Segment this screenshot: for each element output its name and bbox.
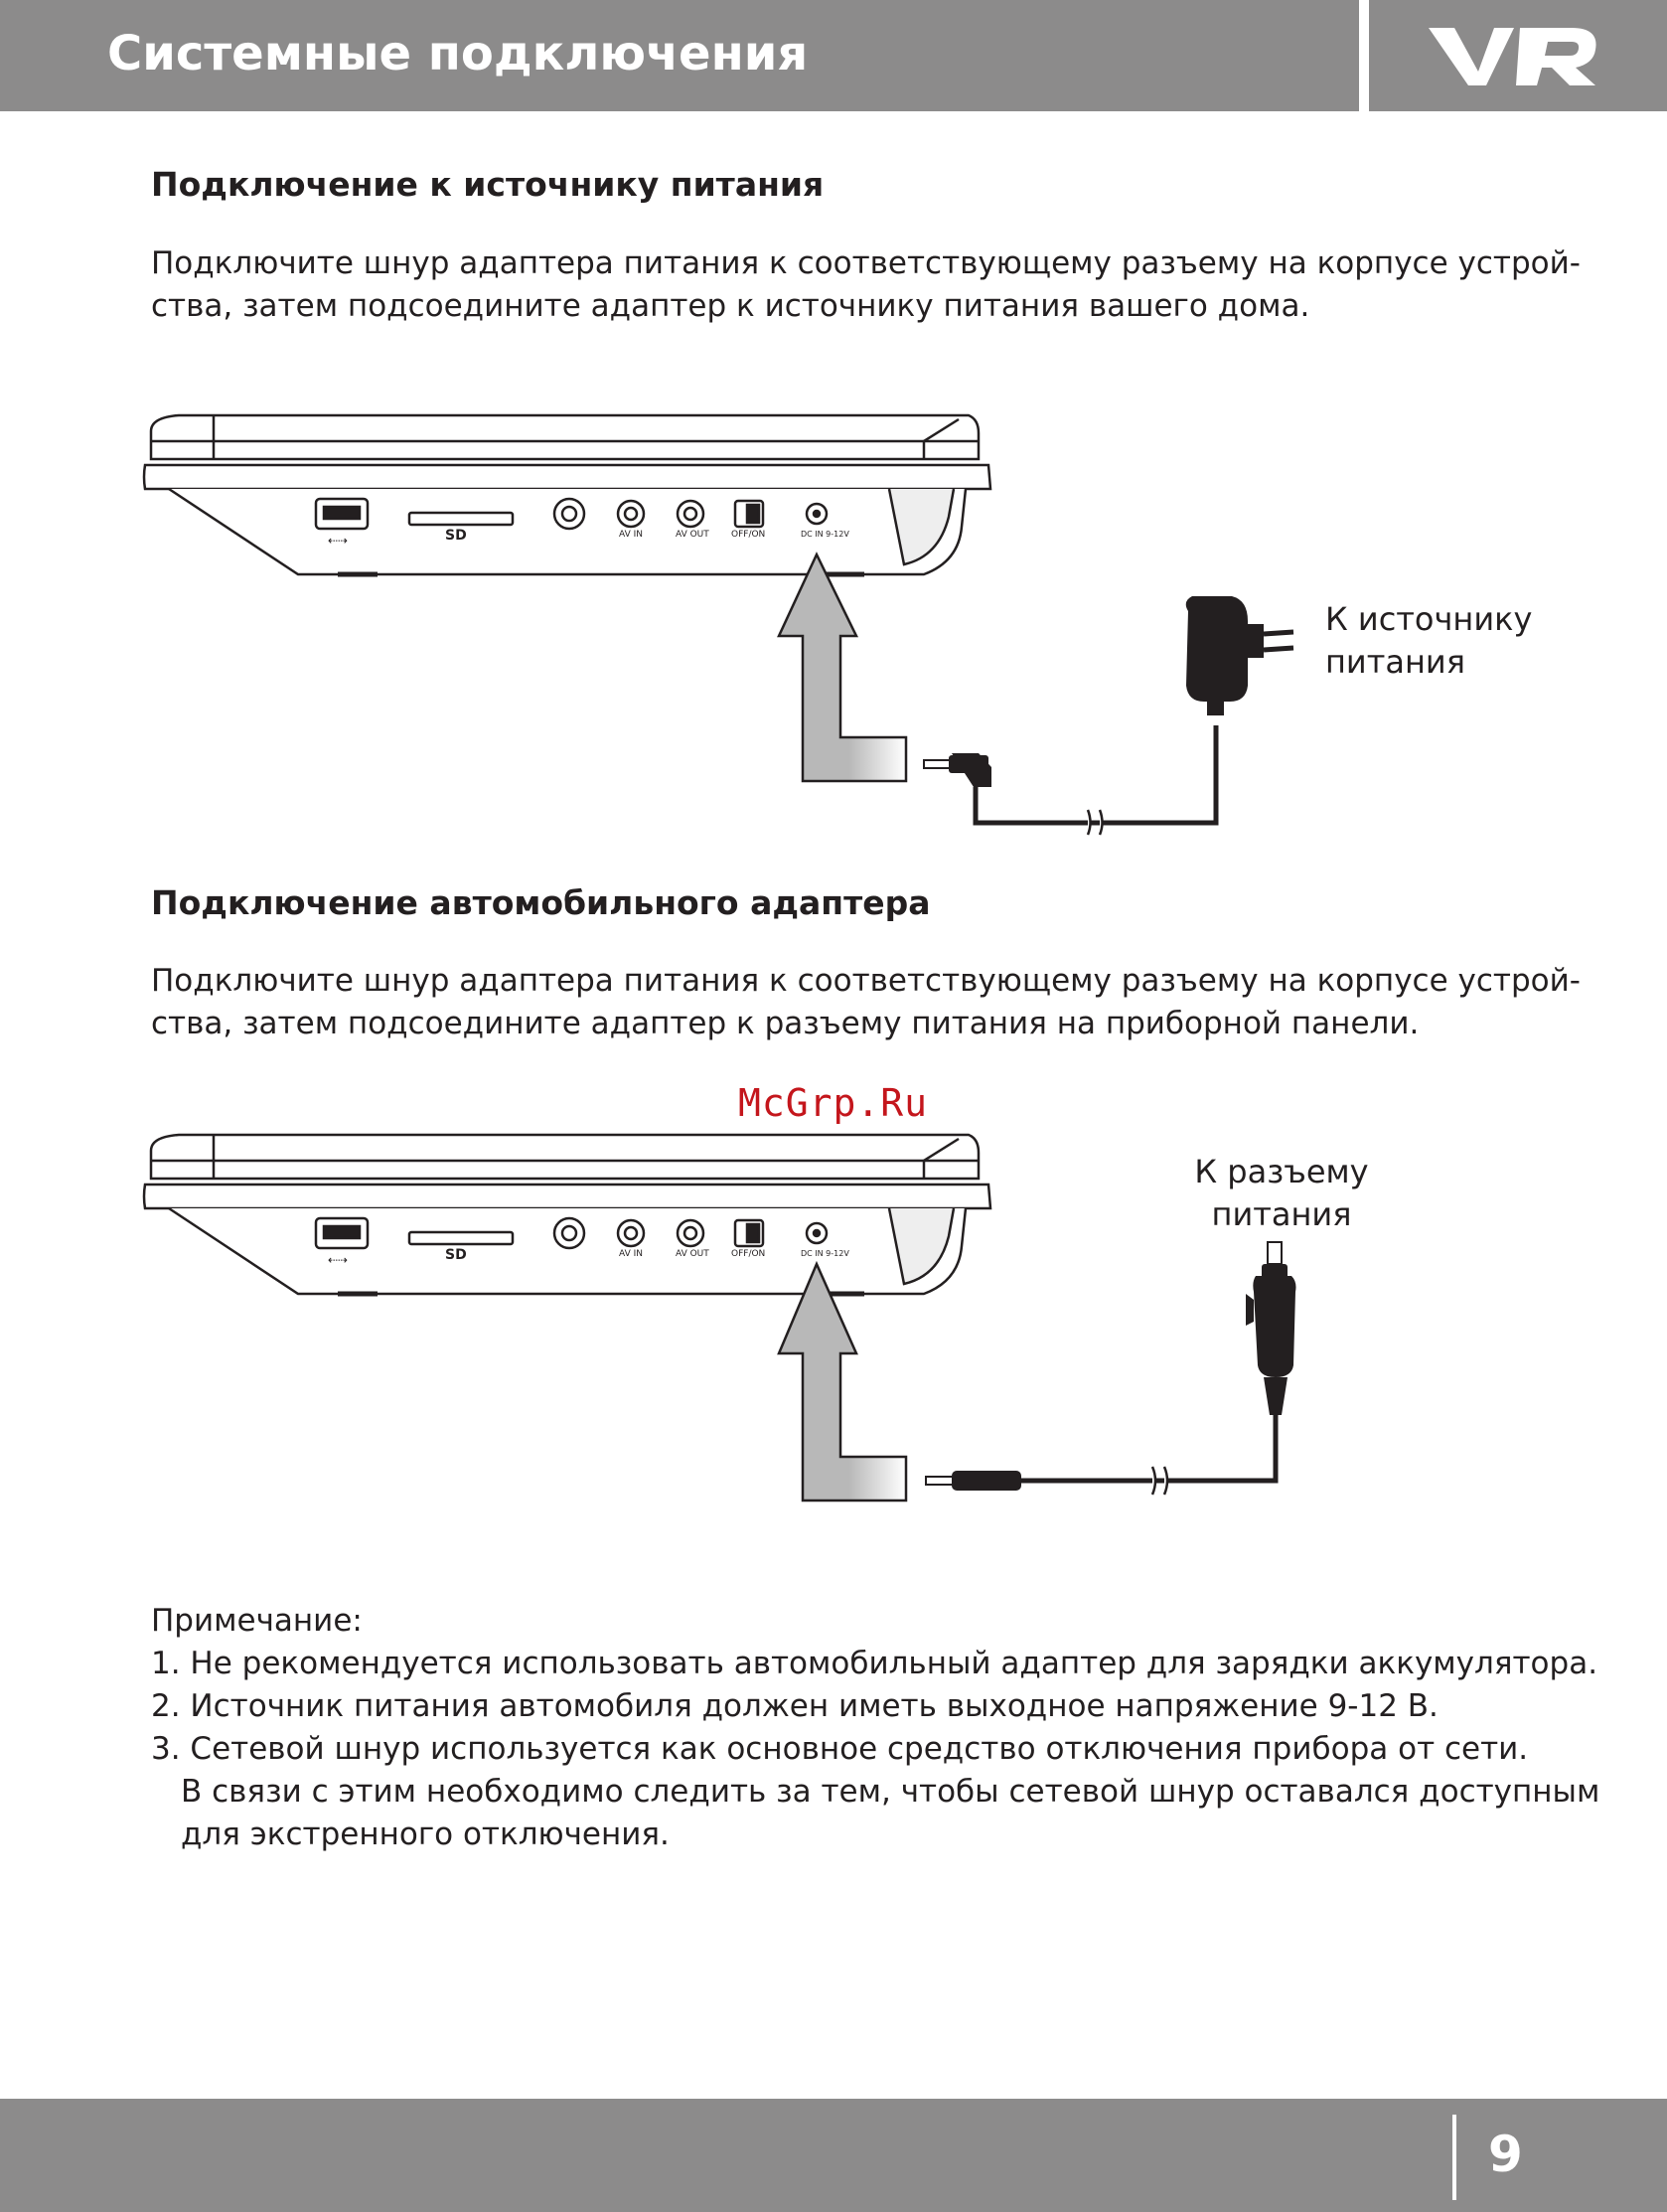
page-title: Системные подключения [107,26,809,81]
svg-text:OFF/ON: OFF/ON [731,530,766,540]
paragraph-line: Подключите шнур адаптера питания к соответствующему разъему на корпусе устрой- [151,245,1581,281]
svg-text:SD: SD [445,1247,467,1263]
watermark: McGrp.Ru [738,1081,929,1125]
label-line: К разъему [1194,1153,1369,1190]
dvd-player-icon [144,415,990,574]
svg-text:⇠⇢: ⇠⇢ [328,1253,349,1267]
section-text-car [151,960,1581,1045]
insert-arrow-icon [779,554,906,781]
svg-text:OFF/ON: OFF/ON [731,1249,766,1259]
svg-text:DC IN 9-12V: DC IN 9-12V [801,1249,849,1258]
label-line: питания [1211,1195,1352,1233]
dc-plug-icon [924,753,991,787]
dvd-player-icon [144,1135,990,1294]
paragraph-line: ства, затем подсоедините адаптер к источнику питания вашего дома. [151,288,1310,324]
power-source-label [1325,598,1532,684]
note-item: 2. Источник питания автомобиля должен иметь выходное напряжение 9-12 В. [151,1688,1439,1724]
svg-text:AV OUT: AV OUT [676,530,709,540]
note-continuation: для экстренного отключения. [181,1817,670,1852]
section-text-power [151,242,1581,328]
svg-text:AV IN: AV IN [619,530,643,540]
car-socket-label [1182,1151,1381,1236]
paragraph-line: ства, затем подсоедините адаптер к разъему питания на приборной панели. [151,1006,1420,1041]
insert-arrow-icon [779,1264,906,1501]
car-plug-icon [1246,1242,1296,1415]
car-cable [1021,1415,1276,1481]
note-item: 1. Не рекомендуется использовать автомобильный адаптер для зарядки аккумулятора. [151,1646,1598,1681]
svg-text:⇠⇢: ⇠⇢ [328,534,349,548]
car-adapter-diagram [0,1117,1667,1514]
note-item: 3. Сетевой шнур используется как основное средство отключения прибора от сети. [151,1731,1529,1767]
label-line: К источнику [1325,600,1533,638]
notes [151,1600,1601,1856]
vr-logo-icon [1425,22,1613,91]
footer-bar [0,2099,1667,2212]
svg-text:AV IN: AV IN [619,1249,643,1259]
footer-divider [1452,2115,1456,2200]
wall-adapter-icon [1186,596,1293,715]
svg-text:SD: SD [445,528,467,544]
dc-plug-icon [926,1471,1021,1491]
svg-text:AV OUT: AV OUT [676,1249,709,1259]
label-line: питания [1325,643,1465,681]
page-number: 9 [1488,2126,1523,2183]
logo [1369,0,1667,111]
power-cable [976,725,1216,823]
svg-text:DC IN 9-12V: DC IN 9-12V [801,530,849,539]
section-title-power: Подключение к источнику питания [151,165,825,204]
paragraph-line: Подключите шнур адаптера питания к соответствующему разъему на корпусе устрой- [151,963,1581,999]
section-title-car: Подключение автомобильного адаптера [151,883,931,922]
note-continuation: В связи с этим необходимо следить за тем, чтобы сетевой шнур оставался доступным [181,1774,1600,1810]
notes-heading: Примечание: [151,1603,363,1639]
